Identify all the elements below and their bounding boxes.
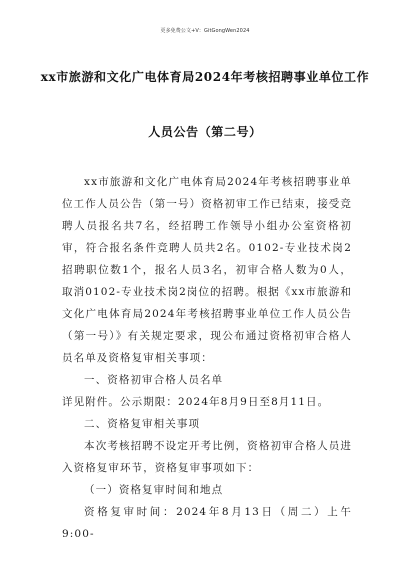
review-time-paragraph: 资格复审时间：2024年8月13日（周二）上午9:00-	[62, 506, 352, 540]
document-title-line-2: 人员公告（第二号）	[148, 125, 262, 139]
document-title-line-1: xx市旅游和文化广电体育局2024年考核招聘事业单位工作	[40, 70, 370, 84]
document-body	[62, 171, 352, 545]
review-intro-paragraph: 本次考核招聘不设定开考比例，资格初审合格人员进入资格复审环节，资格复审事项如下：	[62, 440, 352, 474]
section-heading-review-matters: 二、资格复审相关事项	[84, 418, 201, 430]
watermark-text: 更多免费公文+V：GitGongWen2024	[160, 28, 250, 34]
intro-paragraph: xx市旅游和文化广电体育局2024年考核招聘事业单位工作人员公告（第一号）资格初审工作已结束，接受竞聘人员报名共7名，经招聘工作领导小组办公室资格初审，符合报名条件竞聘人员共2名。0102-专业技术岗2招聘职位数1个，报名人员3名，初审合格人数为0人，取消0102-专业技术岗2岗位的招聘。根据《xx市旅游和文化广电体育局2024年考核招聘事业单位工作人员公告（第一号）》有关规定要求，现公布通过资格初审合格人员名单及资格复审相关事项：	[62, 176, 352, 364]
subsection-heading-time-place: （一）资格复审时间和地点	[84, 484, 224, 496]
section-heading-qualified-list: 一、资格初审合格人员名单	[84, 374, 224, 386]
attachment-note-paragraph: 详见附件。公示期限：2024年8月9日至8月11日。	[62, 396, 330, 408]
